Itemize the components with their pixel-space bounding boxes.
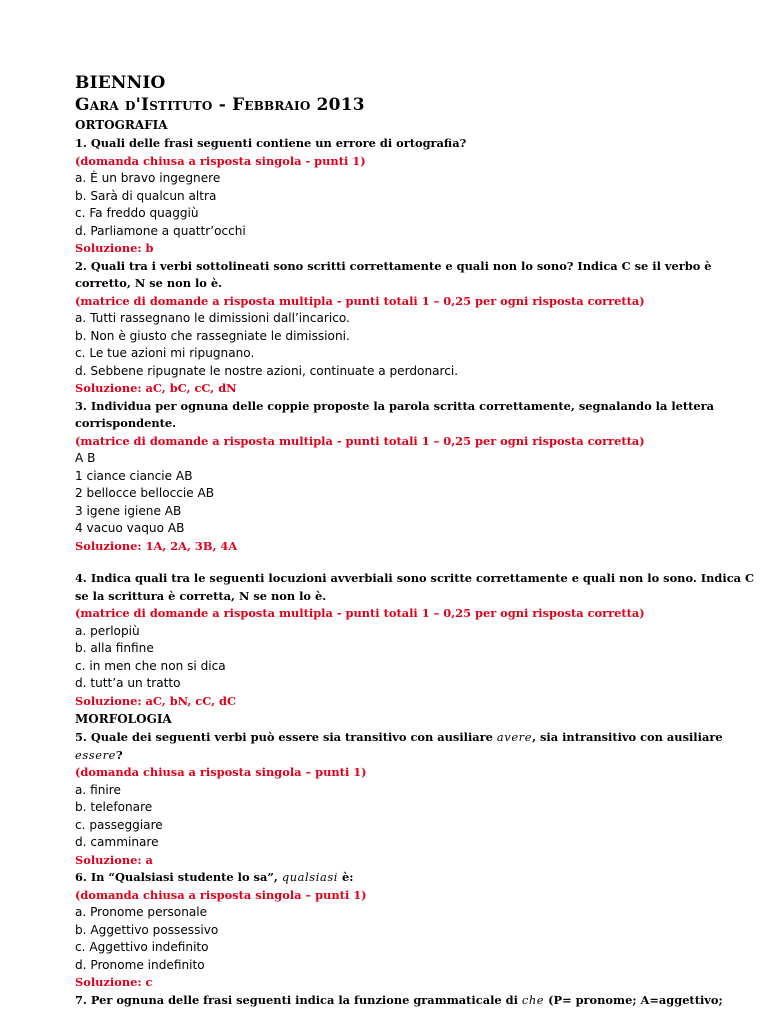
question-1-solution: Soluzione: b [75,240,695,258]
question-5-option: a. finire [75,782,695,800]
question-4-option: c. in men che non si dica [75,658,695,676]
question-2-option: d. Sebbene ripugnate le nostre azioni, continuate a perdonarci. [75,363,695,381]
section-heading-morfologia: MORFOLOGIA [75,710,695,729]
question-3-option: 4 vacuo vaquo AB [75,520,695,538]
question-6-option: c. Aggettivo indefinito [75,939,695,957]
question-2-option: a. Tutti rassegnano le dimissioni dall’incarico. [75,310,695,328]
question-6-option: a. Pronome personale [75,904,695,922]
question-7-text [75,992,695,1009]
question-3-meta: (matrice di domande a risposta multipla - punti totali 1 – 0,25 per ogni risposta corretta) [75,433,695,451]
document-level-title: BIENNIO [75,72,695,94]
question-7-text-part: (P= pronome; A=aggettivo; [544,993,723,1007]
question-3-option: A B [75,450,695,468]
question-4-option: d. tutt’a un tratto [75,675,695,693]
question-1-option: d. Parliamone a quattr’occhi [75,223,695,241]
question-3-solution: Soluzione: 1A, 2A, 3B, 4A [75,538,695,556]
question-1-text: 1. Quali delle frasi seguenti contiene un errore di ortografia? [75,135,695,153]
question-6-text [75,869,695,887]
question-6-meta: (domanda chiusa a risposta singola – punti 1) [75,887,695,905]
question-3-text-cont: corrispondente. [75,415,695,433]
question-6-option: b. Aggettivo possessivo [75,922,695,940]
question-3-text: 3. Individua per ognuna delle coppie proposte la parola scritta correttamente, segnalando la lettera [75,398,695,416]
question-2-text-cont: corretto, N se non lo è. [75,275,695,293]
question-2-meta: (matrice di domande a risposta multipla - punti totali 1 – 0,25 per ogni risposta corretta) [75,293,695,311]
question-6-term: qualsiasi [282,870,338,884]
question-5-text-cont [75,747,695,765]
question-4-meta: (matrice di domande a risposta multipla - punti totali 1 – 0,25 per ogni risposta corretta) [75,605,695,623]
document-page [75,66,695,1009]
question-5-option: b. telefonare [75,799,695,817]
question-6-solution: Soluzione: c [75,974,695,992]
question-6-option: d. Pronome indefinito [75,957,695,975]
question-4-option: b. alla finfine [75,640,695,658]
question-2-text: 2. Quali tra i verbi sottolineati sono scritti correttamente e quali non lo sono? Indica C se il verbo è [75,258,695,276]
question-4-text: 4. Indica quali tra le seguenti locuzioni avverbiali sono scritte correttamente e quali non lo sono. Indica C [75,570,695,588]
question-5-term: essere [75,748,116,762]
question-5-solution: Soluzione: a [75,852,695,870]
question-5-meta: (domanda chiusa a risposta singola – punti 1) [75,764,695,782]
question-7-term: che [522,993,544,1007]
question-4-solution: Soluzione: aC, bN, cC, dC [75,693,695,711]
question-5-text-part: 5. Quale dei seguenti verbi può essere sia transitivo con ausiliare [75,730,497,744]
question-2-solution: Soluzione: aC, bC, cC, dN [75,380,695,398]
question-2-option: c. Le tue azioni mi ripugnano. [75,345,695,363]
question-5-term: avere [497,730,532,744]
document-subtitle: Gara d'Istituto - Febbraio 2013 [75,94,695,116]
question-5-text [75,729,695,747]
question-5-text-part: , sia intransitivo con ausiliare [532,730,723,744]
question-1-option: a. È un bravo ingegnere [75,170,695,188]
question-4-option: a. perlopiù [75,623,695,641]
question-3-option: 3 igene igiene AB [75,503,695,521]
spacer [75,555,695,570]
question-1-option: b. Sarà di qualcun altra [75,188,695,206]
section-heading-ortografia: ORTOGRAFIA [75,116,695,135]
question-5-option: c. passeggiare [75,817,695,835]
question-3-option: 1 ciance ciancie AB [75,468,695,486]
question-7-text-part: 7. Per ognuna delle frasi seguenti indica la funzione grammaticale di [75,993,522,1007]
question-5-text-part: ? [116,748,123,762]
question-1-meta: (domanda chiusa a risposta singola - punti 1) [75,153,695,171]
question-6-text-part: è: [338,870,353,884]
question-3-option: 2 bellocce belloccie AB [75,485,695,503]
question-1-option: c. Fa freddo quaggiù [75,205,695,223]
question-6-text-part: 6. In “Qualsiasi studente lo sa”, [75,870,282,884]
question-4-text-cont: se la scrittura è corretta, N se non lo è. [75,588,695,606]
question-2-option: b. Non è giusto che rassegniate le dimissioni. [75,328,695,346]
question-5-option: d. camminare [75,834,695,852]
